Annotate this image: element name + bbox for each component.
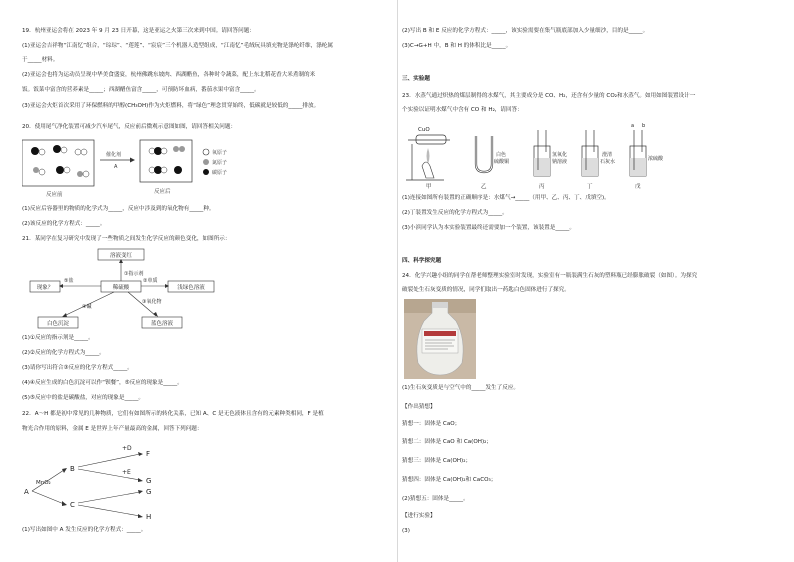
cuo-label: CuO [418,127,430,133]
q19-line-1: 19．杭州亚运会将在 2023 年 9 月 23 日开幕，这是亚运之火第三次来到中国。请回答问题： [22,28,255,34]
q22-cont-line-2: (3)C→G+H 中，B 和 H 的体积比是_____。 [402,43,512,49]
q22-conversion-diagram [22,440,182,522]
q22-stem-1: 22．A～H 都是初中常见的几种物质，它们有如图所示的转化关系，已知 A、C 是无色液体且含有的元素种类相同，F 是植 [22,411,324,417]
q24-bottle-photo [404,299,476,379]
q24-line-3: 猜想一：固体是 CaO； [402,421,461,427]
q23-stem-1: 23．水蒸气通过炽热的煤层制得的水煤气，其主要成分是 CO、H₂，还含有少量的 CO₂和水蒸气。如用如图装置设计一 [402,93,696,99]
q19-line-4: (2)亚运会也将为运动员呈现中华美食盛宴，杭州佛跳东坡肉、西湖醋鱼，各种时令蔬菜，配上东北稻花香大米煮制的米 [22,72,316,78]
apparatus-ding: 丁 [587,184,593,190]
node-top: 溶液变红 [109,253,133,259]
apparatus-yi: 乙 [481,184,487,190]
section-3-title: 三、实验题 [402,76,430,82]
q21-line-5: (5)⑤反应中的盐是碳酸盐，对应的现象是_____。 [22,395,145,401]
c-reagent-line-1: 氢氧化 [552,152,568,158]
q21-reaction-diagram [22,246,222,332]
node-F: F [146,450,151,458]
node-H: H [146,513,152,521]
q24-line-5: 猜想三：固体是 Ca(OH)₂； [402,458,472,464]
q19-line-3: 于_____材料。 [22,57,59,63]
before-label: 反应前 [46,192,63,198]
q24-line-7: (2)猜想五：固体是_____。 [402,496,469,502]
node-G-2: G [146,488,152,496]
q20-stem: 20．使用尾气净化装置可减少汽车尾气，反应前后微观示意图如图，请回答相关问题： [22,124,237,130]
node-center: 稀硫酸 [112,285,130,291]
apparatus-wu: 戊 [635,184,641,190]
q24-stem-2: 破裂处生石灰变质的情况，同学们取出一药匙白色固体进行了探究。 [402,287,570,293]
legend-carbon: 碳原子 [212,170,228,176]
node-left: 现象？ [36,285,54,291]
q19-line-5: 饭。饭菜中富含的营养素是_____；西湖醋鱼富含_____，可预防坏血病，番茄水果中富含_____。 [22,87,260,93]
section-4-title: 四、科学探究题 [402,258,442,264]
label-plus-e: +E [122,469,131,476]
apparatus-bing: 丙 [539,184,545,190]
b-reagent-line-2: 硫酸铜 [494,159,510,165]
node-B: B [70,465,75,473]
c-reagent-line-2: 钠溶液 [552,159,568,165]
q24-line-1: (1)生石灰变质是与空气中的_____发生了反应。 [402,385,520,391]
q22-stem-2: 物光合作用的原料，金属 E 是世界上年产量最高的金属，回答下列问题： [22,426,203,432]
edge-3: ③氧化物 [142,299,162,305]
arrow-top-label: 催化剂 [106,152,122,158]
apparatus-jia: 甲 [426,184,432,190]
q21-line-1: (1)①反应的指示剂是_____。 [22,335,94,341]
label-plus-d: +D [122,445,132,452]
node-G-1: G [146,477,152,485]
node-C: C [70,501,75,509]
legend-nitrogen: 氮原子 [212,160,228,166]
node-bottom-right: 蓝色溶液 [150,321,174,327]
d-reagent-line-1: 澄清 [602,152,613,158]
node-A: A [24,488,29,496]
q23-stem-2: 个实验以证明水煤气中含有 CO 和 H₂，请回答： [402,107,523,113]
q22-line-1: (1)写出如图中 A 发生反应的化学方程式：_____。 [22,527,147,533]
node-right: 浅绿色溶液 [177,285,205,291]
q24-line-6: 猜想四：固体是 Ca(OH)₂和 CaCO₃； [402,477,497,483]
q24-stem-1: 24．化学兴趣小组的同学在帮老师整理实验室时发现，实验室有一瓶装满生石灰的塑料瓶已经膨胀破裂（如图）。为探究 [402,273,698,279]
q23-apparatus-diagram [404,118,664,190]
q21-line-4: (4)④反应生成的白色沉淀可以作“钡餐”，⑤反应的现象是_____。 [22,380,183,386]
arrow-bottom-label: A [114,164,118,170]
port-a: a [631,123,635,129]
q20-line-1: (1)反应后容器里的物质的化学式为_____，反应中涉及到的氧化物有_____种。 [22,206,215,212]
q20-line-2: (2)该反应的化学方程式：_____。 [22,221,106,227]
q19-line-2: (1)亚运会吉祥物“江南忆”组合，“琮琮”、“莲莲”、“宸宸”三个机器人造型组成，“江南忆”毛绒玩具填充物是涤纶纤维，涤纶属 [22,43,333,49]
q20-micro-diagram [22,136,262,204]
b-reagent-line-1: 白色 [496,152,507,158]
after-label: 反应后 [154,189,171,195]
q21-stem: 21．某同学在复习研究中发现了一些物质之间发生化学反应的颜色变化，如图所示： [22,236,231,242]
port-b: b [642,123,646,129]
q23-line-1: (1)连接如图所有装置的正确顺序是：水煤气→_____（用甲、乙、丙、丁、戊填空)。 [402,195,610,201]
q21-line-2: (2)②反应的化学方程式为_____。 [22,350,105,356]
q24-line-8: 【进行实验】 [402,513,436,519]
legend-oxygen: 氧原子 [212,150,228,156]
q23-line-2: (2)丁装置发生反应的化学方程式为_____。 [402,210,508,216]
q23-line-3: (3)小滨同学认为本实验装置最终还需要加一个装置，该装置是_____。 [402,225,575,231]
q22-cont-line-1: (2)写出 B 和 E 反应的化学方程式：_____，该实验需要在集气瓶底部加入少量细沙，目的是_____。 [402,28,649,34]
edge-5: ⑤盐 [64,278,74,284]
edge-1: ①指示剂 [124,271,144,277]
q21-line-3: (3)请你写出符合③反应的化学方程式_____。 [22,365,133,371]
q24-line-9: (3) [402,528,410,534]
q19-line-6: (3)亚运会火炬首次采用了环保燃料的甲醇(CH₃OH)作为火炬燃料，将“绿色”理念贯穿始终，低碳就是较低的_____排放。 [22,103,320,109]
edge-2: ②单质 [143,278,158,284]
catalyst-mno2: MnO₂ [36,480,51,486]
edge-4: ④碱 [82,304,92,310]
e-reagent: 浓硫酸 [648,156,664,162]
column-divider [397,0,398,562]
node-bottom-left: 白色沉淀 [46,321,70,327]
q24-line-2: 【作出猜想】 [402,404,436,410]
q24-line-4: 猜想二：固体是 CaO 和 Ca(OH)₂； [402,439,492,445]
after-container [140,140,192,182]
d-reagent-line-2: 石灰水 [600,159,616,165]
